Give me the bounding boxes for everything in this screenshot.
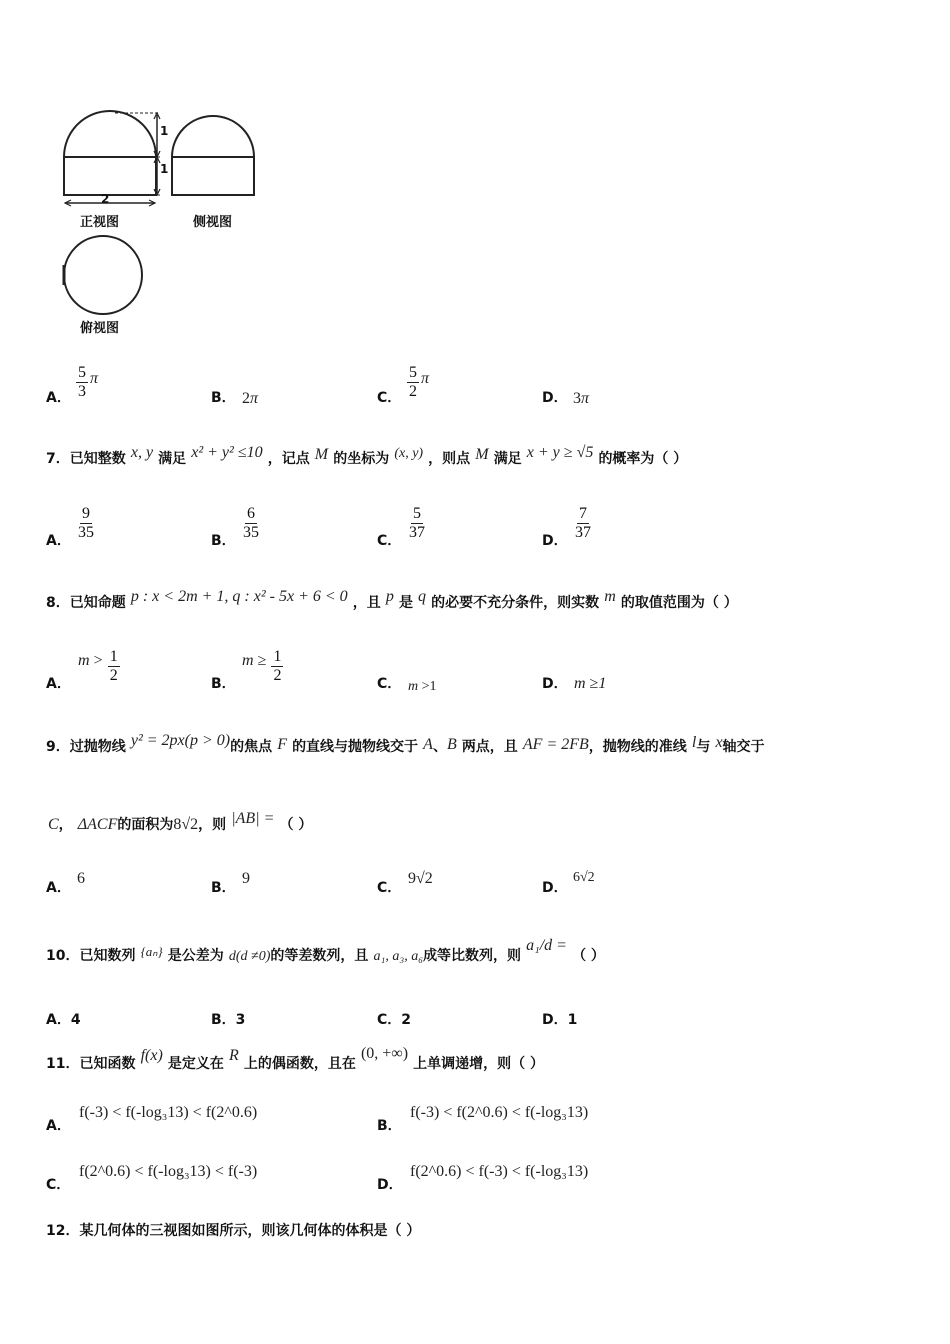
q6-option-c-label: C．: [377, 390, 402, 406]
q6-option-a-label: A．: [46, 390, 71, 406]
q8-option-d-label: D．: [542, 676, 568, 692]
q7-option-c-label: C．: [377, 533, 402, 549]
dim-bottom: 1: [160, 162, 169, 176]
q11-option-b-value: f(-3) < f(2^0.6) < f(-log₃13): [410, 1104, 589, 1121]
q12-number: 12．: [46, 1223, 80, 1239]
q8-option-c-label: C．: [377, 676, 402, 692]
dim-top: 1: [160, 124, 169, 138]
q8-option-b-label: B．: [211, 676, 236, 692]
q8-number: 8．: [46, 595, 70, 611]
q8-option-a-value: m > $\frac{1}{2}$: [78, 648, 118, 684]
q9-stem-line2: C， ΔACF的面积为8√2，则 |AB| = （ ）: [48, 810, 313, 833]
q9-option-d-value: 6√2: [573, 870, 595, 885]
q7-option-a-value: $\frac{9}{35}$: [78, 505, 94, 541]
top-view: [64, 236, 142, 314]
q8-option-c-value: m >1: [408, 679, 437, 694]
q7-stem: 7．已知整数 x, y 满足 x² + y² ≤10 ，记点 M 的坐标为 (x, y) ，则点 M 满足 x + y ≥ √5 的概率为（ ）: [46, 444, 688, 467]
q12-stem: 12．某几何体的三视图如图所示，则该几何体的体积是（ ）: [46, 1223, 421, 1239]
q7-option-a-label: A．: [46, 533, 71, 549]
q11-option-b-label: B．: [377, 1118, 402, 1134]
q6-option-b-label: B．: [211, 390, 236, 406]
q9-option-d-label: D．: [542, 880, 568, 896]
q7-option-d-label: D．: [542, 533, 568, 549]
q11-option-d-value: f(2^0.6) < f(-3) < f(-log₃13): [410, 1163, 589, 1180]
q11-option-c-label: C．: [46, 1177, 71, 1193]
q10-option-c: C．2: [377, 1012, 412, 1028]
q8-option-d-value: m ≥1: [574, 675, 607, 692]
q10-option-b: B．3: [211, 1012, 246, 1028]
q9-option-c-value: 9√2: [408, 870, 433, 887]
q9-option-a-label: A．: [46, 880, 71, 896]
q6-option-d-label: D．: [542, 390, 568, 406]
q9-stem-line1: 9．过抛物线 y² = 2px(p > 0)的焦点 F 的直线与抛物线交于 A、B 两点，且 AF = 2FB，抛物线的准线 l与 x轴交于: [46, 732, 765, 755]
q6-option-c-value: $\frac{5}{2}$ π: [409, 364, 430, 400]
side-view: [172, 116, 254, 195]
q7-option-c-value: $\frac{5}{37}$: [409, 505, 425, 541]
q6-option-a-value: $\frac{5}{3}$ π: [78, 364, 99, 400]
q9-option-b-value: 9: [242, 870, 250, 887]
q9-option-c-label: C．: [377, 880, 402, 896]
top-view-label: 俯视图: [80, 321, 120, 336]
q6-option-b-value: 2π: [242, 390, 259, 407]
q11-option-a-label: A．: [46, 1118, 71, 1134]
q7-option-b-label: B．: [211, 533, 236, 549]
q10-stem: 10．已知数列 $^{\{a_n\}}$ 是公差为 d(d ≠0)的等差数列，且 a₁, a₃, a₆成等比数列，则 a₁/d = （ ）: [46, 937, 605, 964]
q10-option-d: D．1: [542, 1012, 578, 1028]
q9-number: 9．: [46, 739, 70, 755]
q7-option-d-value: $\frac{7}{37}$: [575, 505, 591, 541]
side-view-label: 侧视图: [193, 215, 233, 230]
front-view: [64, 111, 160, 206]
front-view-label: 正视图: [80, 215, 120, 230]
q9-option-a-value: 6: [77, 870, 85, 887]
q11-stem: 11．已知函数 f(x) 是定义在 R 上的偶函数，且在 (0, +∞) 上单调递增，则（ ）: [46, 1045, 544, 1072]
dim-width: 2: [101, 192, 110, 206]
q11-number: 11．: [46, 1056, 80, 1072]
q8-option-b-value: m ≥ $\frac{1}{2}$: [242, 648, 282, 684]
q10-option-a: A．4: [46, 1012, 81, 1028]
q7-number: 7．: [46, 451, 70, 467]
q11-option-d-label: D．: [377, 1177, 403, 1193]
q8-stem: 8．已知命题 p : x < 2m + 1, q : x² - 5x + 6 < 0 ，且 p 是 q 的必要不充分条件，则实数 m 的取值范围为（ ）: [46, 588, 738, 611]
q8-option-a-label: A．: [46, 676, 71, 692]
q11-option-c-value: f(2^0.6) < f(-log₃13) < f(-3): [79, 1163, 258, 1180]
q10-number: 10．: [46, 948, 80, 964]
q6-option-d-value: 3π: [573, 390, 590, 407]
q11-option-a-value: f(-3) < f(-log₃13) < f(2^0.6): [79, 1104, 258, 1121]
q9-option-b-label: B．: [211, 880, 236, 896]
q7-option-b-value: $\frac{6}{35}$: [243, 505, 259, 541]
